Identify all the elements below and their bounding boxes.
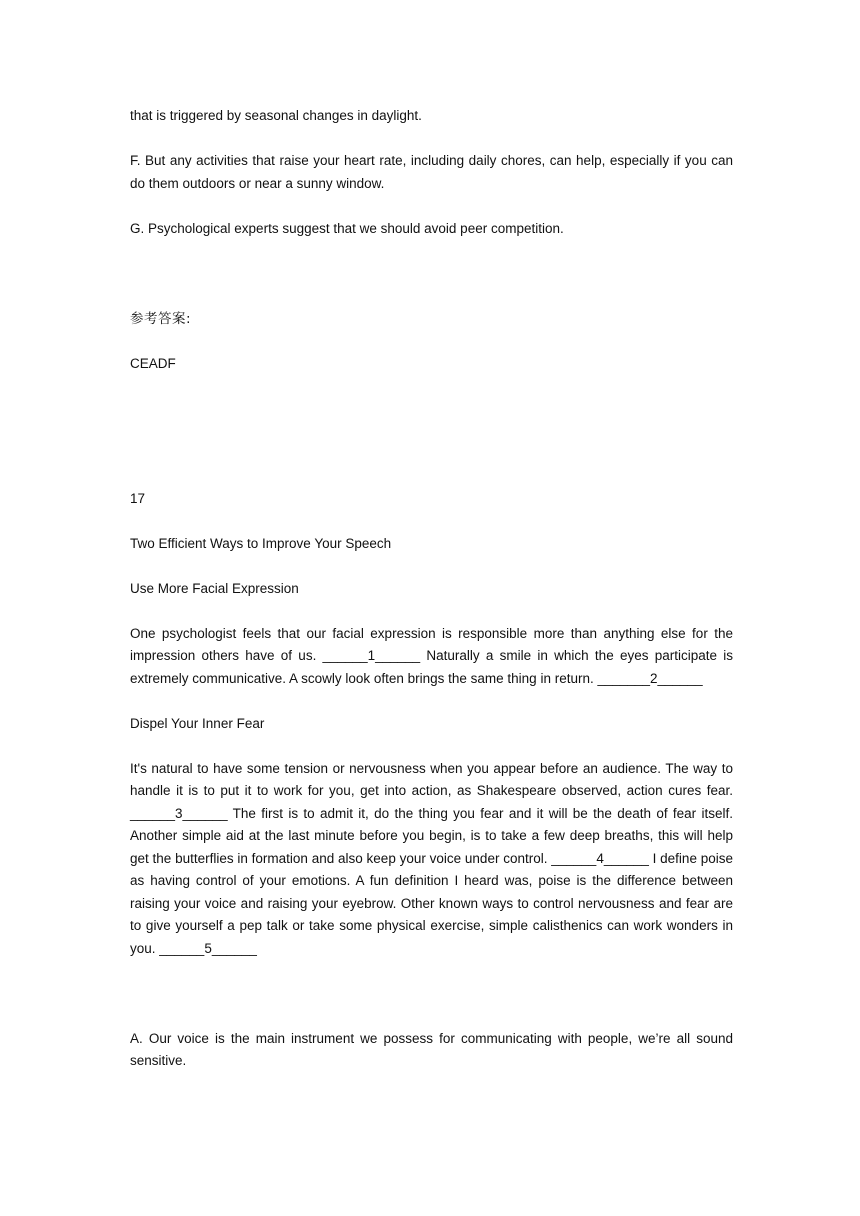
paragraph-facial-expression: One psychologist feels that our facial expression is responsible more than anything else for the impression others have of us. ______1______ Naturally a smile in which the eyes participate is extremely communicative. A scowly look often brings the same thing in return. _______2______: [130, 625, 733, 686]
option-f: F. But any activities that raise your heart rate, including daily chores, can help, especially if you can do them outdoors or near a sunny window.: [130, 153, 733, 191]
section-heading-inner-fear: Dispel Your Inner Fear: [130, 715, 265, 731]
option-e-continuation: that is triggered by seasonal changes in daylight.: [130, 108, 422, 123]
paragraph-inner-fear: It's natural to have some tension or nervousness when you appear before an audience. The way to handle it is to put it to work for you, get into action, as Shakespeare observed, action cures fear. ______3______ The first is to admit it, do the thing you fear and it will be the death of fear itself. Another simple aid at the last minute before you begin, is to take a few deep breaths, this will help get the butterflies in formation and also keep your voice under control. ______4______ I define poise as having control of your emotions. A fun definition I heard was, poise is the difference between raising your voice and raising your eyebrow. Other known ways to control nervousness and fear are to give yourself a pep talk or take some physical exercise, simple calisthenics can work wonders in you. ______5______: [130, 760, 733, 956]
question-number: 17: [130, 490, 146, 506]
spacer: [130, 263, 733, 308]
spacer: [130, 398, 733, 488]
answer-value: CEADF: [130, 355, 176, 371]
option-a: A. Our voice is the main instrument we possess for communicating with people, we’re all sound sensitive.: [130, 1030, 733, 1068]
document-page: [130, 105, 733, 1095]
spacer: [130, 983, 733, 1028]
option-g: G. Psychological experts suggest that we should avoid peer competition.: [130, 220, 564, 236]
section-heading-facial-expression: Use More Facial Expression: [130, 580, 299, 596]
answer-label: 参考答案:: [130, 310, 192, 327]
question-title: Two Efficient Ways to Improve Your Speech: [130, 535, 392, 551]
